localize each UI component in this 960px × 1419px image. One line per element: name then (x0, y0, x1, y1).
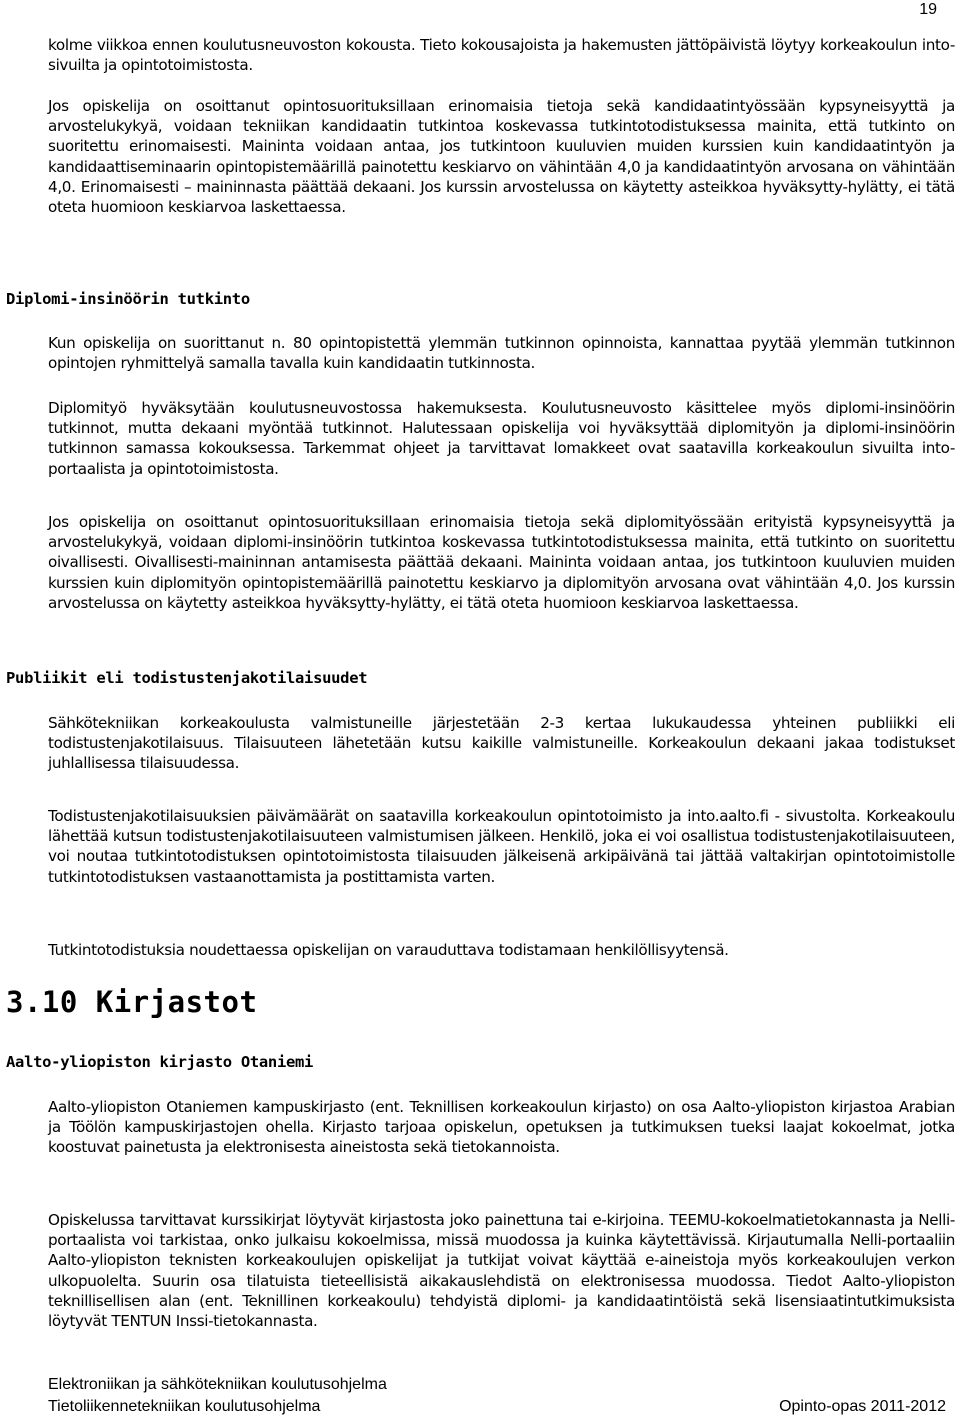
heading-kirjasto-otaniemi: Aalto-yliopiston kirjasto Otaniemi (6, 1053, 314, 1071)
paragraph-kandidaatti-erinomaisesti: Jos opiskelija on osoittanut opintosuorituksillaan erinomaisia tietoja sekä kandidaatintyössään kypsyneisyyttä ja arvostelukykyä, voidaan tekniikan kandidaatin tutkintoa koskevassa tutkintotodistuksessa mainita, että tutkinto on suoritettu erinomaisesti. Maininta voidaan antaa, jos tutkintoon kuuluvien muiden kurssien kuin kandidaatintyön ja kandidaattiseminaarin opintopistemäärillä painotettu keskiarvo on vähintään 4,0 ja kandidaatintyön arvosana on vähintään 4,0. Erinomaisesti – maininnasta päättää dekaani. Jos kurssin arvostelussa on käytetty asteikkoa hyväksytty-hylätty, ei tätä oteta huomioon keskiarvoa laskettaessa. (48, 97, 955, 217)
heading-diplomi-insinoorin-tutkinto: Diplomi-insinöörin tutkinto (6, 290, 250, 308)
paragraph-ryhmittely: Kun opiskelija on suorittanut n. 80 opintopistettä ylemmän tutkinnon opinnoista, kannattaa pyytää ylemmän tutkinnon opintojen ryhmittelyä samalla tavalla kuin kandidaatin tutkinnosta. (48, 334, 955, 373)
paragraph-kurssikirjat: Opiskelussa tarvittavat kurssikirjat löytyvät kirjastosta joko painettuna tai e-kirjoina. TEEMU-kokoelmatietokannasta ja Nelli-portaalista voi tarkistaa, onko julkaisu kokoelmissa, missä muodossa ja kuinka käytettävissä. Kirjautumalla Nelli-portaaliin Aalto-yliopiston teknisten korkeakoulujen opiskelijat ja tutkijat voivat käyttää e-aineistoja myös korkeakoulujen verkon ulkopuolelta. Suurin osa tilatuista tieteellisistä aikakauslehdistä on elektronisessa muodossa. Tiedot Aalto-yliopiston teknillisellisen alan (ent. Teknillinen korkeakoulu) tehdyistä diplomi- ja kandidaatintöistä sekä lisensiaatintutkimuksista löytyvät TENTUN Inssi-tietokannasta. (48, 1211, 955, 1331)
heading-publiikit: Publiikit eli todistustenjakotilaisuudet (6, 669, 368, 687)
footer-guide-year: Opinto-opas 2011-2012 (779, 1398, 946, 1415)
paragraph-deadline-info: kolme viikkoa ennen koulutusneuvoston kokousta. Tieto kokousajoista ja hakemusten jättöpäivistä löytyy korkeakoulun into-sivuilta ja opintotoimistosta. (48, 36, 955, 75)
footer-programme-1: Elektroniikan ja sähkötekniikan koulutusohjelma (48, 1376, 387, 1393)
paragraph-kampuskirjasto: Aalto-yliopiston Otaniemen kampuskirjasto (ent. Teknillisen korkeakoulun kirjasto) on osa Aalto-yliopiston kirjastoa Arabian ja Töölön kampuskirjastojen ohella. Kirjasto tarjoaa opiskelun, opetuksen ja tutkimuksen tueksi laajat kokoelmat, jotka koostuvat painetusta ja elektronisesta aineistosta sekä tietokannoista. (48, 1098, 955, 1157)
paragraph-oivallisesti: Jos opiskelija on osoittanut opintosuorituksillaan erinomaisia tietoja sekä diplomityössään erityistä kypsyneisyyttä ja arvostelukykyä, voidaan diplomi-insinöörin tutkintoa koskevassa tutkintotodistuksessa mainita, että tutkinto on suoritettu oivallisesti. Oivallisesti-maininnan antamisesta päättää dekaani. Maininta voidaan antaa, jos tutkintoon kuuluvien muiden kurssien kuin diplomityön opintopistemäärillä painotettu keskiarvo ja diplomityön arvosana ovat vähintään 4,0. Jos kurssin arvostelussa on käytetty asteikkoa hyväksytty-hylätty, ei tätä oteta huomioon keskiarvoa laskettaessa. (48, 513, 955, 612)
paragraph-todistustenjako: Todistustenjakotilaisuuksien päivämäärät on saatavilla korkeakoulun opintotoimisto ja into.aalto.fi - sivustolta. Korkeakoulu lähettää kutsun todistustenjakotilaisuuteen valmistumisen jälkeen. Henkilö, joka ei voi osallistua todistustenjakotilaisuuteen, voi noutaa tutkintotodistuksen opintotoimistosta tilaisuuden jälkeisenä arkipäivänä tai jättää valtakirjan opintotoimistolle tutkintotodistuksen vastaanottamista ja postittamista varten. (48, 807, 955, 886)
paragraph-diplomityo-hyvaksyminen: Diplomityö hyväksytään koulutusneuvostossa hakemuksesta. Koulutusneuvosto käsittelee myös diplomi-insinöörin tutkinnot, mutta dekaani myöntää tutkinnot. Halutessaan opiskelija voi hyväksyttää diplomityön ja diplomi-insinöörin tutkinnon samassa kokouksessa. Tarkemmat ohjeet ja tarvittavat lomakkeet ovat saatavilla korkeakoulun sivuilta into-portaalista ja opintotoimistosta. (48, 399, 955, 478)
paragraph-publiikki: Sähkötekniikan korkeakoulusta valmistuneille järjestetään 2-3 kertaa lukukaudessa yhteinen publiikki eli todistustenjakotilaisuus. Tilaisuuteen lähetetään kutsu kaikille valmistuneille. Korkeakoulun dekaani jakaa todistukset juhlallisessa tilaisuudessa. (48, 714, 955, 773)
paragraph-henkilollisyys: Tutkintotodistuksia noudettaessa opiskelijan on varauduttava todistamaan henkilöllisyytensä. (48, 941, 729, 959)
heading-kirjastot: 3.10 Kirjastot (6, 985, 258, 1019)
page-number: 19 (919, 1, 937, 18)
footer-programme-2: Tietoliikennetekniikan koulutusohjelma (48, 1398, 321, 1415)
